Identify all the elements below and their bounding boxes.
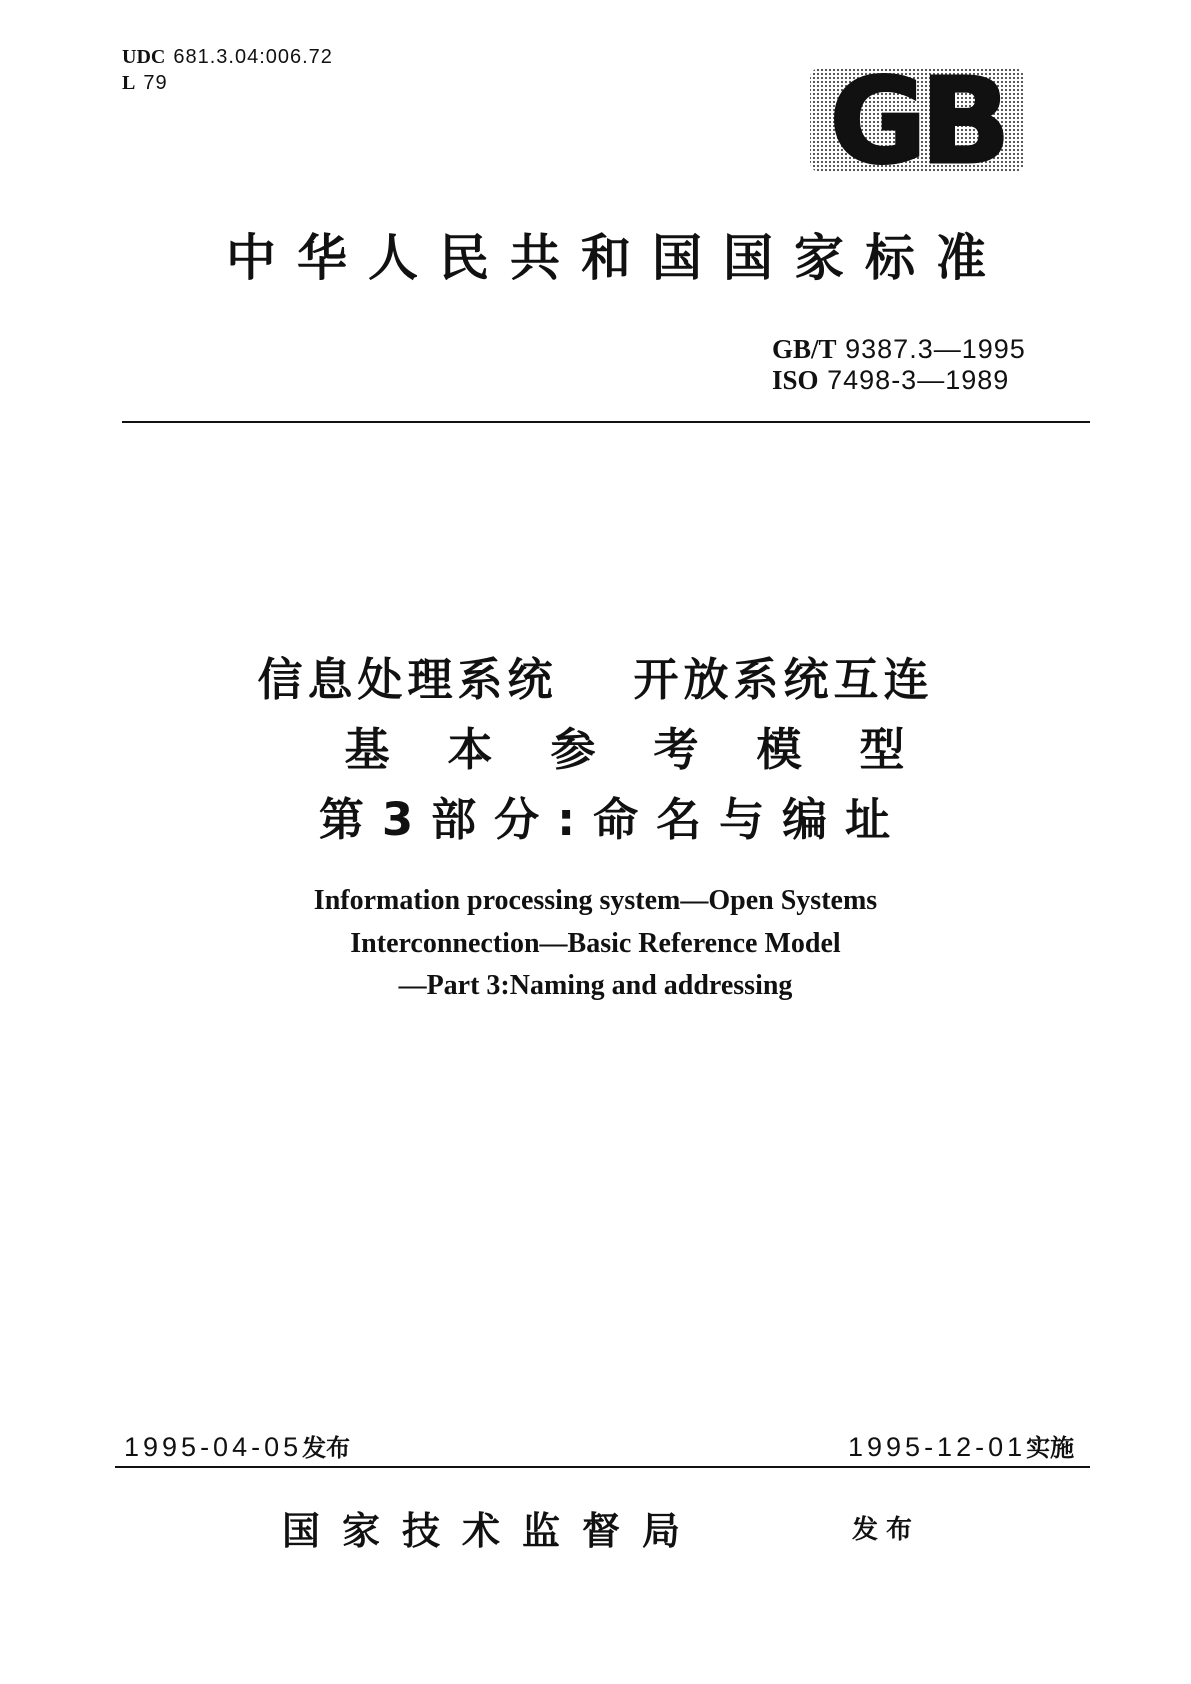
title-cn-line2: 基本参考模型 <box>344 723 963 776</box>
standard-codes <box>772 334 1026 396</box>
title-cn-line1-part-b: 开放系统互连 <box>633 653 934 706</box>
implementation-label: 实施 <box>1026 1434 1075 1462</box>
footer-divider <box>115 1466 1090 1468</box>
title-en-line1: Information processing system—Open Systems <box>313 885 878 916</box>
gb-code-number: 9387.3—1995 <box>845 334 1026 364</box>
iso-code-number: 7498-3—1989 <box>827 365 1010 395</box>
gb-code-label: GB/T <box>772 334 837 364</box>
title-cn-line3: 第3部分:命名与编址 <box>318 793 909 846</box>
iso-code-line <box>772 365 1026 396</box>
udc-label: UDC <box>122 46 166 68</box>
publisher-action: 发布 <box>852 1515 921 1545</box>
header-divider <box>122 421 1090 423</box>
release-date-value: 1995-04-05 <box>124 1432 303 1462</box>
classification-line <box>122 70 333 96</box>
classification-label: L <box>122 72 136 94</box>
title-en-line3: —Part 3:Naming and addressing <box>398 970 793 1001</box>
udc-value: 681.3.04:006.72 <box>173 46 333 68</box>
release-date <box>124 1428 350 1463</box>
implementation-date-value: 1995-12-01 <box>848 1432 1027 1462</box>
udc-line <box>122 44 333 70</box>
standard-category-title: 中华人民共和国国家标准 <box>226 228 1007 287</box>
publisher-name: 国家技术监督局 <box>282 1508 703 1553</box>
gb-logo <box>808 64 1026 176</box>
title-cn-line1-part-a: 信息处理系统 <box>257 653 558 706</box>
udc-block <box>122 44 333 96</box>
logo-text: GB <box>829 64 1005 176</box>
classification-value: 79 <box>143 72 168 94</box>
release-label: 发布 <box>302 1434 351 1462</box>
iso-code-label: ISO <box>772 365 819 395</box>
title-cn-line1 <box>0 643 1191 708</box>
implementation-date <box>848 1428 1074 1463</box>
gb-code-line <box>772 334 1026 365</box>
title-en-line2: Interconnection—Basic Reference Model <box>350 928 841 959</box>
